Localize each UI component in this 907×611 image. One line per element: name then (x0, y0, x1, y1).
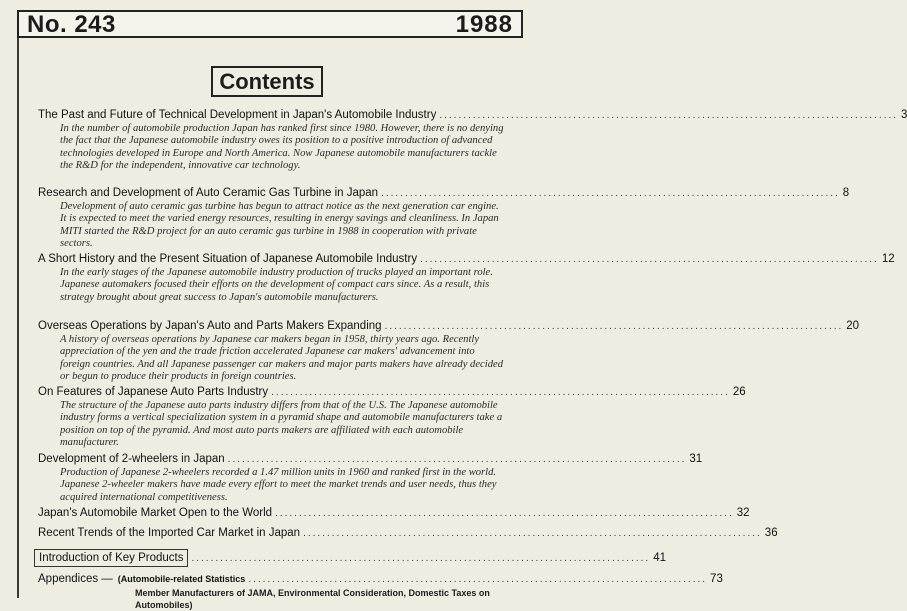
toc-entry-title: Overseas Operations by Japan's Auto and Parts Makers Expanding (38, 320, 382, 332)
toc-entry-title: Recent Trends of the Imported Car Market in Japan (38, 527, 301, 539)
toc-entry[interactable] (38, 385, 746, 450)
toc-entry-title: Introduction of Key Products (34, 549, 188, 567)
left-rule (17, 38, 19, 598)
toc-entry[interactable] (38, 506, 750, 521)
toc-entry-heading (38, 108, 907, 123)
toc-entry-page: 3 (901, 109, 907, 121)
toc-entry-page: 36 (764, 527, 778, 539)
toc-appendices[interactable] (38, 572, 723, 611)
leader-dots: ................................................................................................ (271, 387, 730, 398)
leader-dots: ................................................................................................ (381, 188, 840, 199)
toc-entry-heading (38, 252, 895, 267)
toc-entry[interactable] (38, 108, 907, 173)
toc-entry-page: 32 (736, 507, 750, 519)
toc-entry-page: 31 (689, 453, 703, 465)
toc-entry-description: Development of auto ceramic gas turbine has begun to attract notice as the next generation car engine. It is expected to meet the varied energy resources, resulting in energy savings and cleanliness. In Japan MITI started the R&D project for an auto ceramic gas turbine in 1988 in cooperation with private sectors. (60, 201, 499, 250)
leader-dots: ................................................................................................ (275, 508, 734, 519)
toc-entry-description: In the early stages of the Japanese automobile industry production of trucks played an important role. Japanese automakers focused their efforts on the development of compact cars since. As a result, this strategy brought about great success to Japan's automobile manufacturers. (60, 267, 493, 303)
appendices-label: Appendices — (38, 573, 113, 585)
leader-dots: ................................................................................................ (303, 528, 762, 539)
issue-number: No. 243 (27, 11, 116, 38)
leader-dots: ................................................................................................ (439, 110, 899, 121)
toc-entry-description: A history of overseas operations by Japanese car makers began in 1958, thirty years ago. Recently appreciation of the yen and the trade friction accelerated Japanese car makers' advancement into foreign countries. And all Japanese passenger car makers and major parts makers have already decided or begun to produce their products in foreign countries. (60, 334, 503, 383)
toc-entry[interactable] (38, 186, 850, 251)
leader-dots: ................................................................................................ (248, 574, 708, 585)
appendices-sub2: Member Manufacturers of JAMA, Environmental Consideration, Domestic Taxes on Automobiles) (135, 588, 490, 610)
toc-entry[interactable] (38, 549, 666, 567)
toc-entry-title: On Features of Japanese Auto Parts Industry (38, 386, 269, 398)
toc-entry-description: The structure of the Japanese auto parts industry differs from that of the U.S. The Japanese automobile industry forms a vertical specialization system in a pyramid shape and automobile manufacturers take a position on top of the pyramid. And most auto parts makers are affiliated with each automobile manufacturer. (60, 400, 503, 449)
toc-entry-heading (38, 549, 666, 567)
appendices-page: 73 (710, 573, 723, 585)
toc-entry[interactable] (38, 526, 778, 541)
toc-entry-heading (38, 506, 750, 521)
toc-entry-page: 26 (732, 386, 746, 398)
toc-entry-title: Development of 2-wheelers in Japan (38, 453, 225, 465)
toc-entry-title: A Short History and the Present Situation of Japanese Automobile Industry (38, 253, 418, 265)
appendices-heading (38, 572, 723, 587)
toc-entry-page: 12 (881, 253, 895, 265)
toc-entry-heading (38, 186, 850, 201)
appendices-sub1: (Automobile-related Statistics (117, 574, 246, 584)
toc-entry-page: 41 (653, 552, 666, 564)
toc-entry-heading (38, 452, 703, 467)
leader-dots: ................................................................................................ (191, 553, 651, 564)
toc-entry-heading (38, 385, 746, 400)
leader-dots: ................................................................................................ (227, 454, 687, 465)
toc-entry-heading (38, 319, 860, 334)
toc-entry[interactable] (38, 452, 703, 504)
toc-entry[interactable] (38, 252, 895, 304)
toc-entry-description: Production of Japanese 2-wheelers recorded a 1.47 million units in 1960 and ranked first in the world. Japanese 2-wheeler makers have made every effort to meet the market trends and user needs, thus they acquired international competitiveness. (60, 467, 497, 503)
leader-dots: ................................................................................................ (384, 321, 844, 332)
issue-header (17, 10, 523, 38)
toc-entry-title: The Past and Future of Technical Development in Japan's Automobile Industry (38, 109, 437, 121)
toc-entry-title: Research and Development of Auto Ceramic Gas Turbine in Japan (38, 187, 379, 199)
contents-title: Contents (219, 69, 315, 94)
issue-year: 1988 (455, 11, 513, 38)
leader-dots: ................................................................................................ (420, 254, 879, 265)
toc-entry-description: In the number of automobile production Japan has ranked first since 1980. However, there is no denying the fact that the Japanese automobile industry owes its position to a positive introduction of advanced technologies developed in Europe and North America. Now Japanese automobile manufacturers tackle the R&D for the independent, innovative car technology. (60, 123, 504, 172)
toc-entry[interactable] (38, 319, 860, 384)
contents-title-box (211, 66, 323, 97)
toc-entry-page: 20 (846, 320, 860, 332)
toc-entry-title: Japan's Automobile Market Open to the World (38, 507, 273, 519)
toc-entry-heading (38, 526, 778, 541)
toc-entry-page: 8 (842, 187, 850, 199)
